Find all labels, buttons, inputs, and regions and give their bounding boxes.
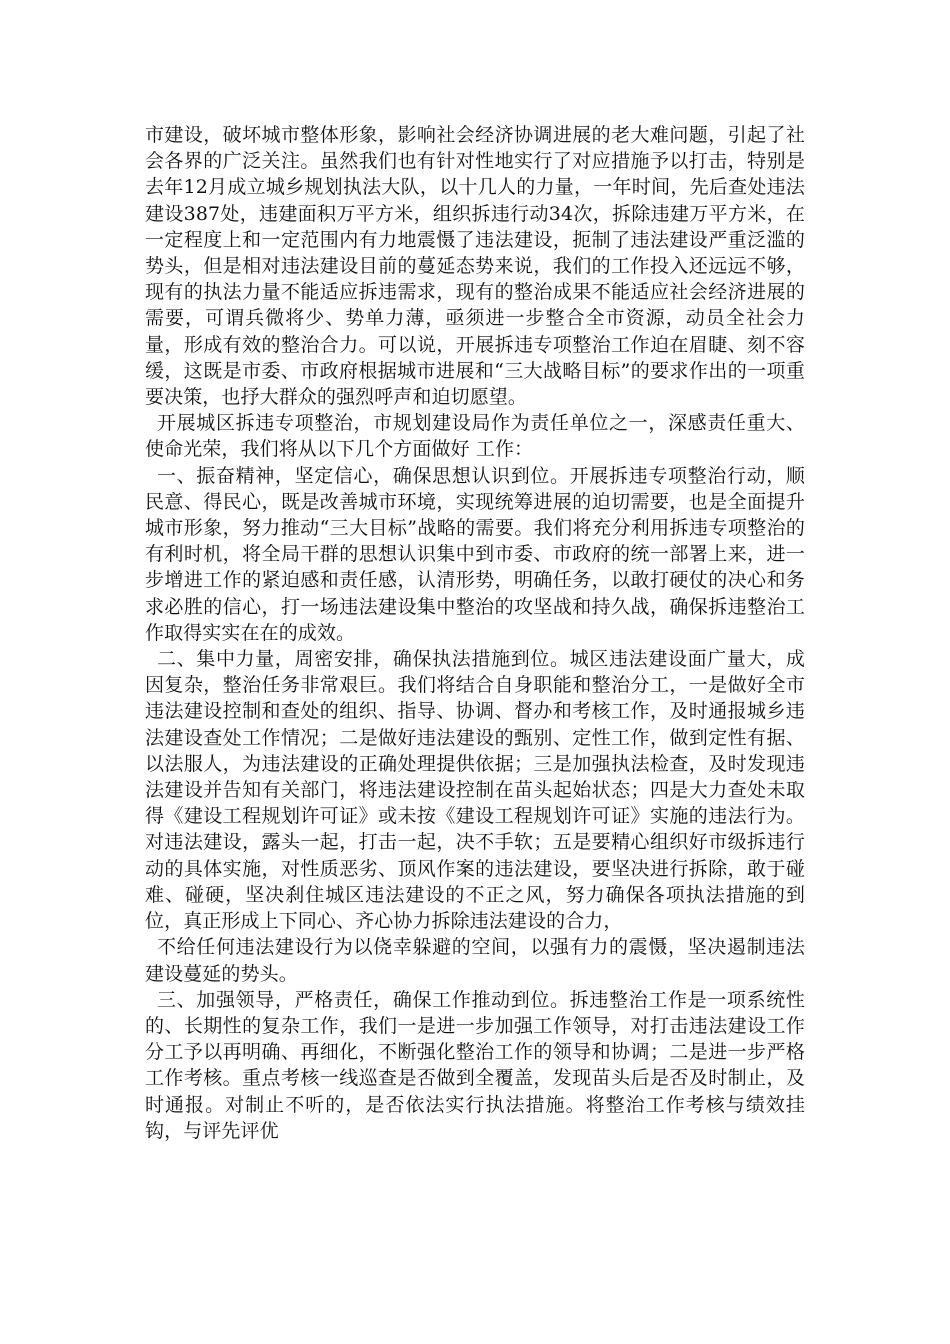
paragraph-section-three: 三、加强领导，严格责任，确保工作推动到位。拆违整治工作是一项系统性的、长期性的复杂工作，我们一是进一步加强工作领导，对打击违法建设工作分工予以再明确、再细化，不断强化整治工作的领导和协调；二是进一步严格工作考核。重点考核一线巡查是否做到全覆盖，发现苗头后是否及时制止，及时通报。对制止不听的，是否依法实行执法措施。将整治工作考核与绩效挂钩，与评先评优 [145,988,805,1142]
document-body [145,122,805,1144]
paragraph-continuation: 市建设，破坏城市整体形象，影响社会经济协调进展的老大难问题，引起了社会各界的广泛关注。虽然我们也有针对性地实行了对应措施予以打击，特别是去年12月成立城乡规划执法大队，以十几人的力量，一年时间，先后查处违法建设387处，违建面积万平方米，组织拆违行动34次，拆除违建万平方米，在一定程度上和一定范围内有力地震慑了违法建设，扼制了违法建设严重泛滥的势头，但是相对违法建设目前的蔓延态势来说，我们的工作投入还远远不够，现有的执法力量不能适应拆违需求，现有的整治成果不能适应社会经济进展的需要，可谓兵微将少、势单力薄，亟须进一步整合全市资源，动员全社会力量，形成有效的整治合力。可以说，开展拆违专项整治工作迫在眉睫、刻不容缓，这既是市委、市政府根据城市进展和“三大战略目标”的要求作出的一项重要决策，也抒大群众的强烈呼声和迫切愿望。 [145,124,805,409]
paragraph-section-two: 二、集中力量，周密安排，确保执法措施到位。城区违法建设面广量大，成因复杂，整治任务非常艰巨。我们将结合自身职能和整治分工，一是做好全市违法建设控制和查处的组织、指导、协调、督办和考核工作，及时通报城乡违法建设查处工作情况；二是做好违法建设的甄别、定性工作，做到定性有据、以法服人，为违法建设的正确处理提供依据；三是加强执法检查，及时发现违法建设并告知有关部门，将违法建设控制在苗头起始状态；四是大力查处未取得《建设工程规划许可证》或未按《建设工程规划许可证》实施的违法行为。对违法建设，露头一起，打击一起，决不手软；五是要精心组织好市级拆违行动的具体实施，对性质恶劣、顶风作案的违法建设，要坚决进行拆除，敢于碰难、碰硬，坚决刹住城区违法建设的不正之风，努力确保各项执法措施的到位，真正形成上下同心、齐心协力拆除违法建设的合力， [145,648,805,933]
paragraph-section-two-continued: 不给任何违法建设行为以侥幸躲避的空间，以强有力的震慑，坚决遏制违法建设蔓延的势头。 [145,936,805,985]
paragraph-section-one: 一、振奋精神，坚定信心，确保思想认识到位。开展拆违专项整治行动，顺民意、得民心，既是改善城市环境，实现统筹进展的迫切需要，也是全面提升城市形象，努力推动“三大目标”战略的需要。我们将充分利用拆违专项整治的有利时机，将全局干群的思想认识集中到市委、市政府的统一部署上来，进一步增进工作的紧迫感和责任感，认清形势，明确任务，以敢打硬仗的决心和务求必胜的信心，打一场违法建设集中整治的攻坚战和持久战，确保拆违整治工作取得实实在在的成效。 [145,464,805,644]
paragraph-responsibility: 开展城区拆违专项整治，市规划建设局作为责任单位之一，深感责任重大、使命光荣，我们将从以下几个方面做好 工作： [145,412,805,461]
